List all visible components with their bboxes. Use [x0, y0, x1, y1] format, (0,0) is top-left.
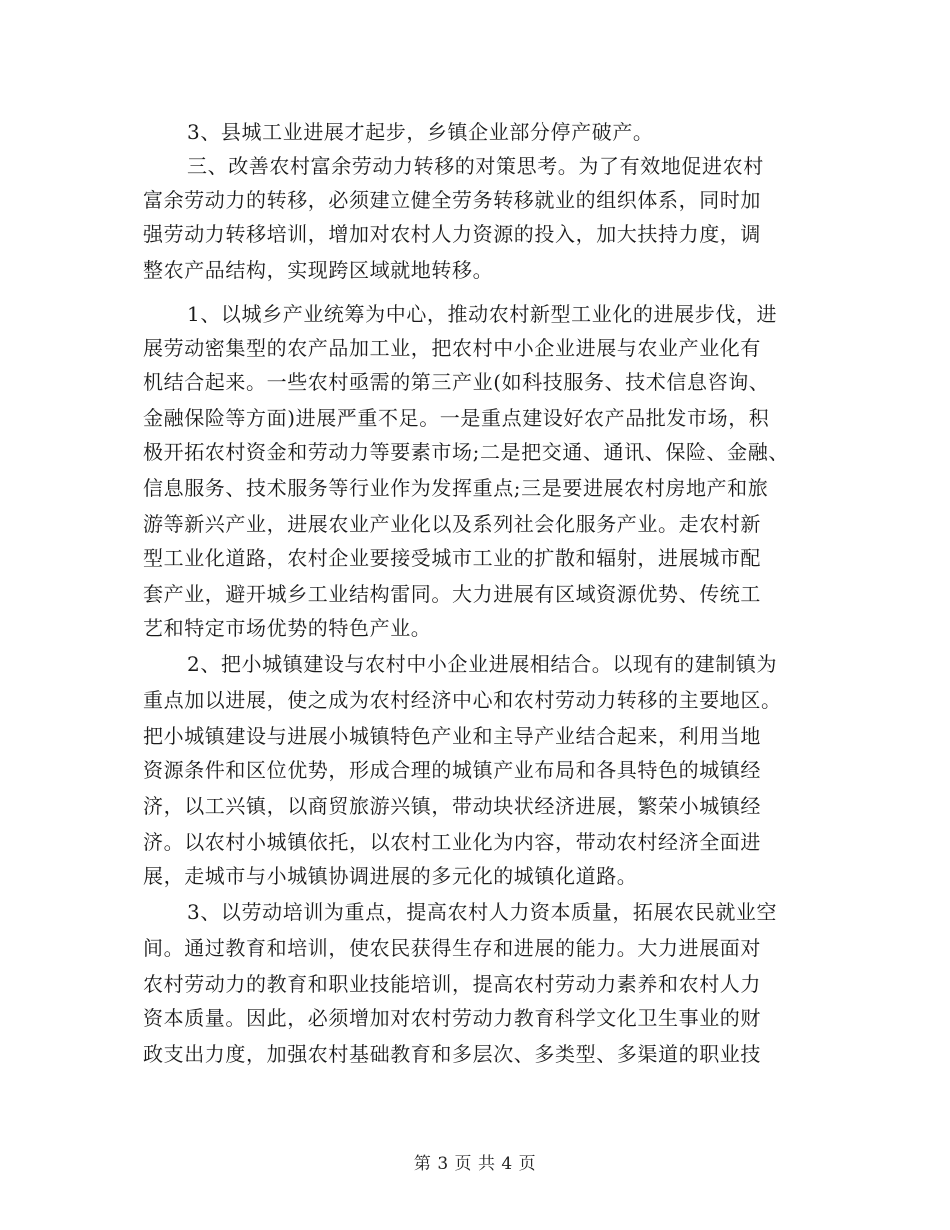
text-line: 机结合起来。一些农村亟需的第三产业(如科技服务、技术信息咨询、 [143, 370, 770, 394]
text-line: 金融保险等方面)进展严重不足。一是重点建设好农产品批发市场，积 [143, 406, 770, 430]
text-line: 信息服务、技术服务等行业作为发挥重点;三是要进展农村房地产和旅 [143, 476, 769, 500]
text-line: 资本质量。因此，必须增加对农村劳动力教育科学文化卫生事业的财 [143, 1006, 761, 1030]
page-footer: 第 3 页 共 4 页 [413, 1154, 537, 1174]
text-line: 间。通过教育和培训，使农民获得生存和进展的能力。大力进展面对 [143, 936, 761, 960]
text-line: 富余劳动力的转移，必须建立健全劳务转移就业的组织体系，同时加 [143, 188, 761, 212]
text-line: 三、改善农村富余劳动力转移的对策思考。为了有效地促进农村 [187, 154, 764, 178]
text-line: 游等新兴产业，进展农业产业化以及系列社会化服务产业。走农村新 [143, 512, 761, 536]
text-line: 艺和特定市场优势的特色产业。 [143, 616, 432, 640]
text-line: 极开拓农村资金和劳动力等要素市场;二是把交通、通讯、保险、金融、 [143, 440, 789, 464]
text-line: 政支出力度，加强农村基础教育和多层次、多类型、多渠道的职业技 [143, 1042, 761, 1066]
text-line: 资源条件和区位优势，形成合理的城镇产业布局和各具特色的城镇经 [143, 758, 761, 782]
text-line: 把小城镇建设与进展小城镇特色产业和主导产业结合起来，利用当地 [143, 724, 761, 748]
text-line: 济，以工兴镇，以商贸旅游兴镇，带动块状经济进展，繁荣小城镇经 [143, 794, 761, 818]
text-line: 济。以农村小城镇依托，以农村工业化为内容，带动农村经济全面进 [143, 830, 761, 854]
text-line: 2、把小城镇建设与农村中小企业进展相结合。以现有的建制镇为 [187, 652, 778, 676]
text-line: 3、以劳动培训为重点，提高农村人力资本质量，拓展农民就业空 [187, 900, 778, 924]
text-line: 套产业，避开城乡工业结构雷同。大力进展有区域资源优势、传统工 [143, 582, 761, 606]
text-line: 1、以城乡产业统筹为中心，推动农村新型工业化的进展步伐，进 [187, 302, 778, 326]
text-line: 强劳动力转移培训，增加对农村人力资源的投入，加大扶持力度，调 [143, 222, 761, 246]
text-line: 农村劳动力的教育和职业技能培训，提高农村劳动力素养和农村人力 [143, 972, 761, 996]
text-line: 展，走城市与小城镇协调进展的多元化的城镇化道路。 [143, 864, 638, 888]
text-line: 重点加以进展，使之成为农村经济中心和农村劳动力转移的主要地区。 [143, 688, 782, 712]
text-line: 3、县城工业进展才起步，乡镇企业部分停产破产。 [187, 120, 654, 144]
text-line: 整农产品结构，实现跨区域就地转移。 [143, 258, 494, 282]
text-line: 型工业化道路，农村企业要接受城市工业的扩散和辐射，进展城市配 [143, 546, 761, 570]
text-line: 展劳动密集型的农产品加工业，把农村中小企业进展与农业产业化有 [143, 336, 761, 360]
